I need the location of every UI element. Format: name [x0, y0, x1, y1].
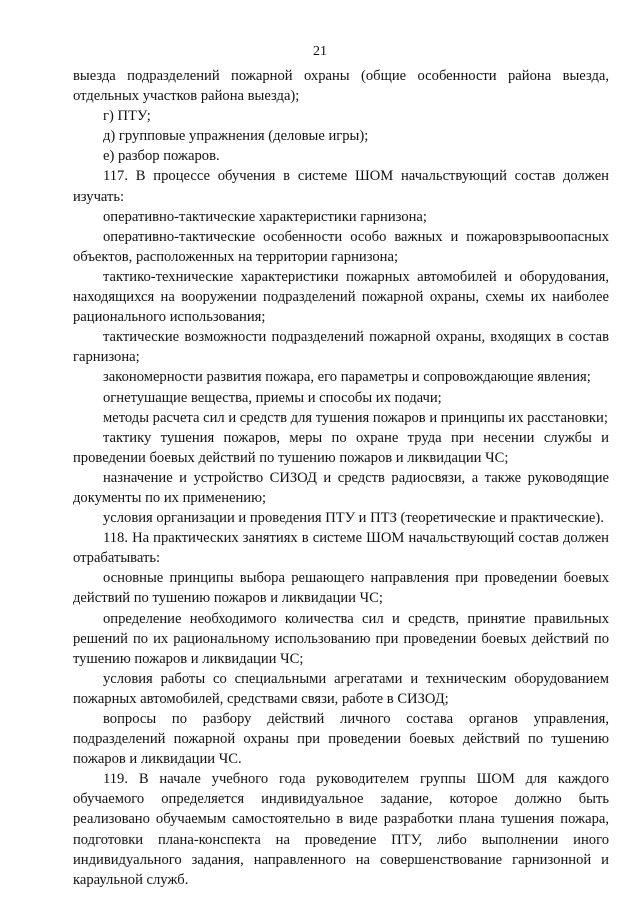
list-item-e: е) разбор пожаров. [103, 148, 220, 165]
study-item: методы расчета сил и средств для тушения пожаров и принципы их расстановки; [103, 409, 608, 426]
study-item: оперативно-тактические характеристики гарнизона; [103, 208, 427, 225]
study-item: закономерности развития пожара, его параметры и сопровождающие явления; [103, 369, 591, 386]
practice-item: определение необходимого количества сил и средств, принятие правильных решений по их рациональному использованию при проведении боевых действий по тушению пожаров и ликвидации ЧС; [73, 610, 609, 667]
study-item: оперативно-тактические особенности особо важных и пожаровзрывоопасных объектов, расположенных на территории гарнизона; [73, 228, 609, 265]
study-item: условия организации и проведения ПТУ и ПТЗ (теоретические и практические). [103, 510, 604, 527]
paragraph-continuation: выезда подразделений пожарной охраны (общие особенности района выезда, отдельных участков района выезда); [73, 68, 609, 105]
clause-118: 118. На практических занятиях в системе ШОМ начальствующий состав должен отрабатывать: [73, 530, 609, 567]
document-body [73, 66, 609, 890]
list-item-g: г) ПТУ; [103, 108, 151, 125]
study-item: назначение и устройство СИЗОД и средств радиосвязи, а также руководящие документы по их применению; [73, 469, 609, 506]
clause-117: 117. В процессе обучения в системе ШОМ начальствующий состав должен изучать: [73, 168, 609, 205]
practice-item: условия работы со специальными агрегатами и техническим оборудованием пожарных автомобилей, средствами связи, работе в СИЗОД; [73, 670, 609, 707]
practice-item: вопросы по разбору действий личного состава органов управления, подразделений пожарной охраны при проведении боевых действий по тушению пожаров и ликвидации ЧС. [73, 711, 609, 768]
page-number: 21 [313, 44, 327, 59]
practice-item: основные принципы выбора решающего направления при проведении боевых действий по тушению пожаров и ликвидации ЧС; [73, 570, 609, 607]
study-item: огнетушащие вещества, приемы и способы их подачи; [103, 389, 442, 406]
study-item: тактические возможности подразделений пожарной охраны, входящих в состав гарнизона; [73, 329, 609, 366]
list-item-d: д) групповые упражнения (деловые игры); [103, 128, 369, 145]
study-item: тактико-технические характеристики пожарных автомобилей и оборудования, находящихся на вооружении подразделений пожарной охраны, схемы их наиболее рационального использования; [73, 268, 609, 326]
clause-119: 119. В начале учебного года руководителем группы ШОМ для каждого обучаемого определяется индивидуальное задание, которое должно быть реализовано обучаемым самостоятельно в виде разработки плана тушения пожара, подготовки плана-конспекта на проведение ПТУ, либо выполнении иного индивидуального задания, направленного на совершенствование гарнизонной и караульной служб. [73, 771, 609, 888]
study-item: тактику тушения пожаров, меры по охране труда при несении службы и проведении боевых действий по тушению пожаров и ликвидации ЧС; [73, 429, 609, 466]
